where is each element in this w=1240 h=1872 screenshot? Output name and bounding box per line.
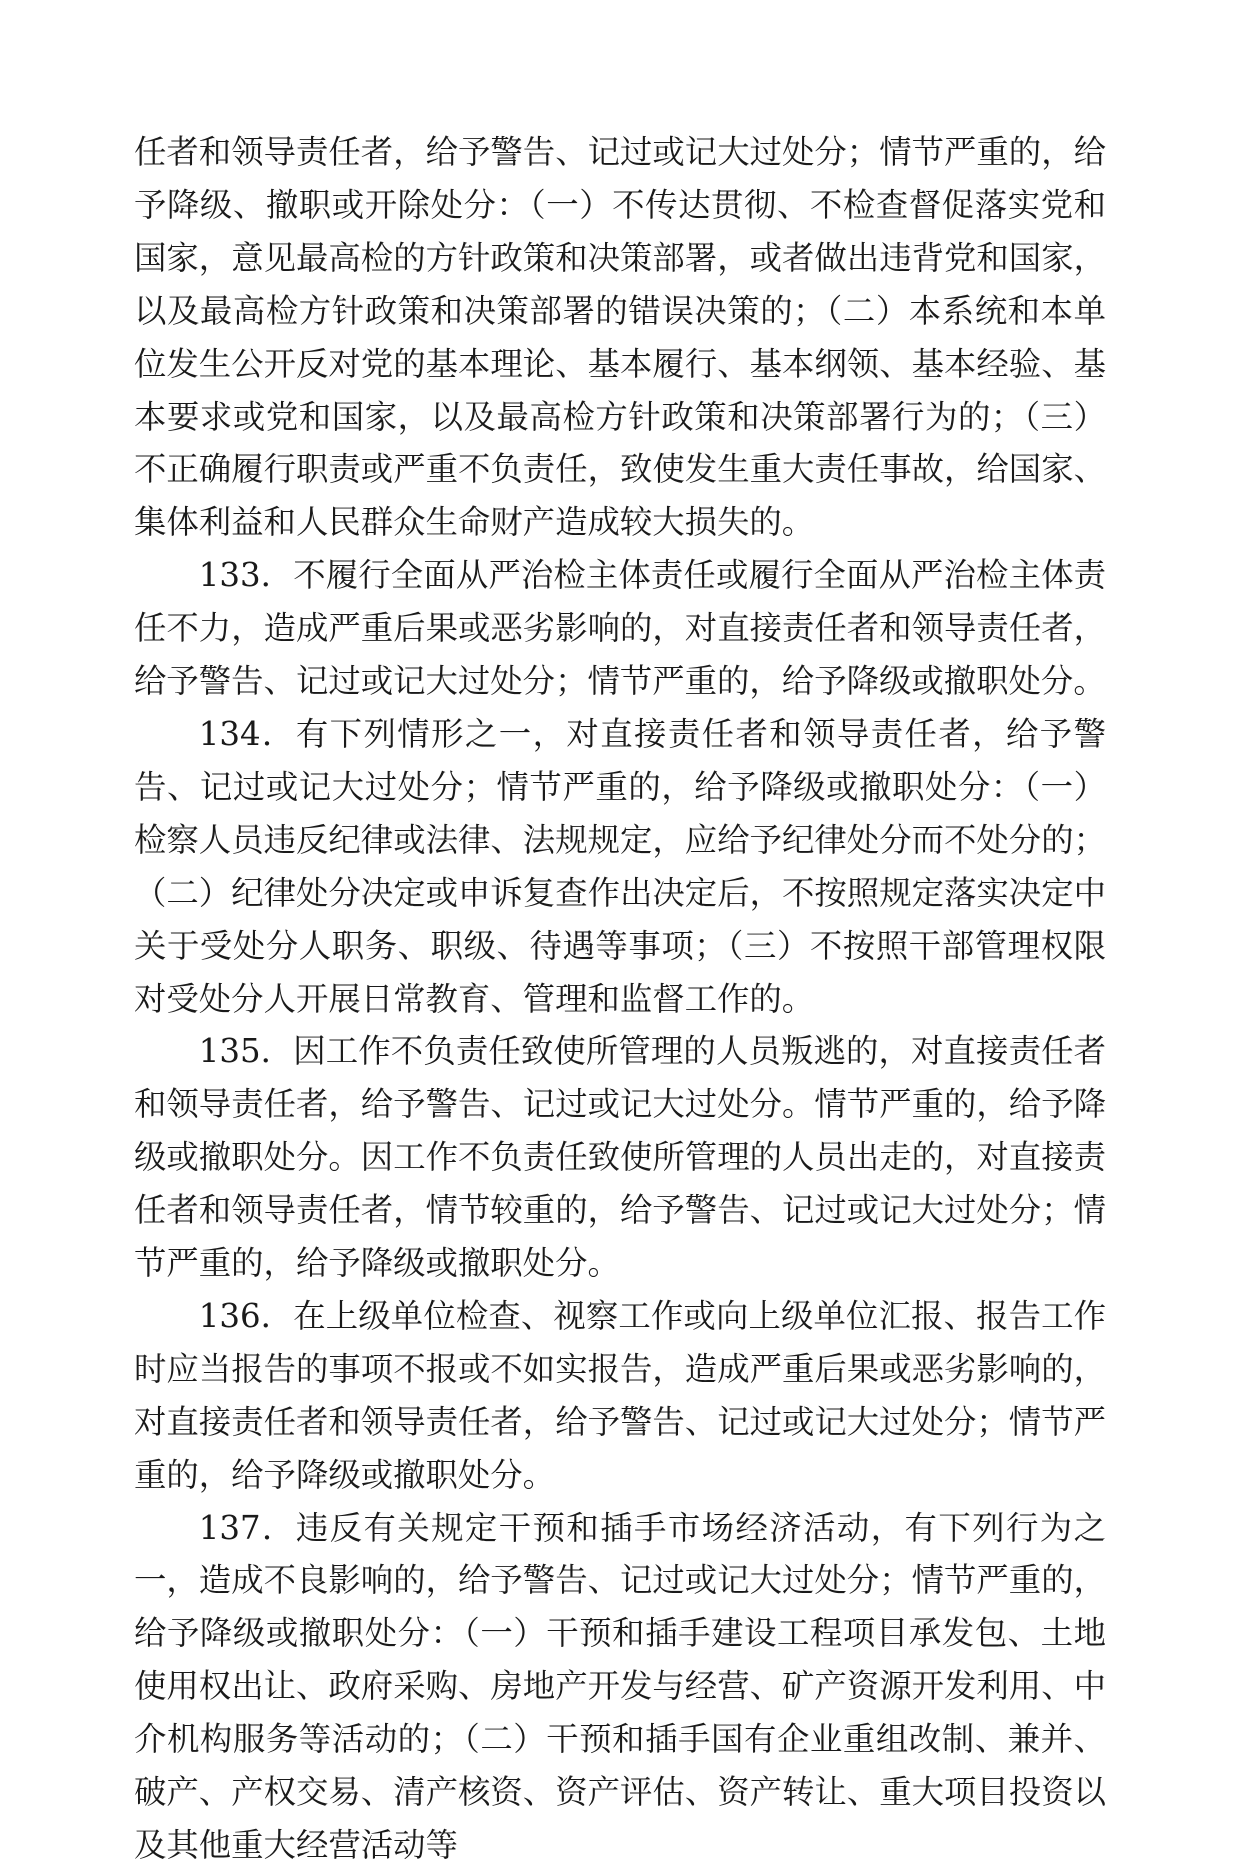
paragraph-article-133: 133．不履行全面从严治检主体责任或履行全面从严治检主体责任不力，造成严重后果或恶劣影响的，对直接责任者和领导责任者，给予警告、记过或记大过处分；情节严重的，给予降级或撤职处分。 [134,556,1106,701]
paragraph-article-134: 134．有下列情形之一，对直接责任者和领导责任者，给予警告、记过或记大过处分；情节严重的，给予降级或撤职处分：（一）检察人员违反纪律或法律、法规规定，应给予纪律处分而不处分的；（二）纪律处分决定或申诉复查作出决定后，不按照规定落实决定中关于受处分人职务、职级、待遇等事项；（三）不按照干部管理权限对受处分人开展日常教育、管理和监督工作的。 [134,714,1106,1018]
paragraph-article-137: 137．违反有关规定干预和插手市场经济活动，有下列行为之一，造成不良影响的，给予警告、记过或记大过处分；情节严重的，给予降级或撤职处分：（一）干预和插手建设工程项目承发包、土地使用权出让、政府采购、房地产开发与经营、矿产资源开发利用、中介机构服务等活动的；（二）干预和插手国有企业重组改制、兼并、破产、产权交易、清产核资、资产评估、资产转让、重大项目投资以及其他重大经营活动等 [134,1508,1106,1864]
paragraph-continuation: 任者和领导责任者，给予警告、记过或记大过处分；情节严重的，给予降级、撤职或开除处分：（一）不传达贯彻、不检查督促落实党和国家，意见最高检的方针政策和决策部署，或者做出违背党和国家，以及最高检方针政策和决策部署的错误决策的；（二）本系统和本单位发生公开反对党的基本理论、基本履行、基本纲领、基本经验、基本要求或党和国家，以及最高检方针政策和决策部署行为的；（三）不正确履行职责或严重不负责任，致使发生重大责任事故，给国家、集体利益和人民群众生命财产造成较大损失的。 [134,133,1106,542]
paragraph-article-135: 135．因工作不负责任致使所管理的人员叛逃的，对直接责任者和领导责任者，给予警告、记过或记大过处分。情节严重的，给予降级或撤职处分。因工作不负责任致使所管理的人员出走的，对直接责任者和领导责任者，情节较重的，给予警告、记过或记大过处分；情节严重的，给予降级或撤职处分。 [134,1032,1106,1283]
paragraph-article-136: 136．在上级单位检查、视察工作或向上级单位汇报、报告工作时应当报告的事项不报或不如实报告，造成严重后果或恶劣影响的，对直接责任者和领导责任者，给予警告、记过或记大过处分；情节严重的，给予降级或撤职处分。 [134,1296,1106,1494]
document-body [134,126,1106,1872]
